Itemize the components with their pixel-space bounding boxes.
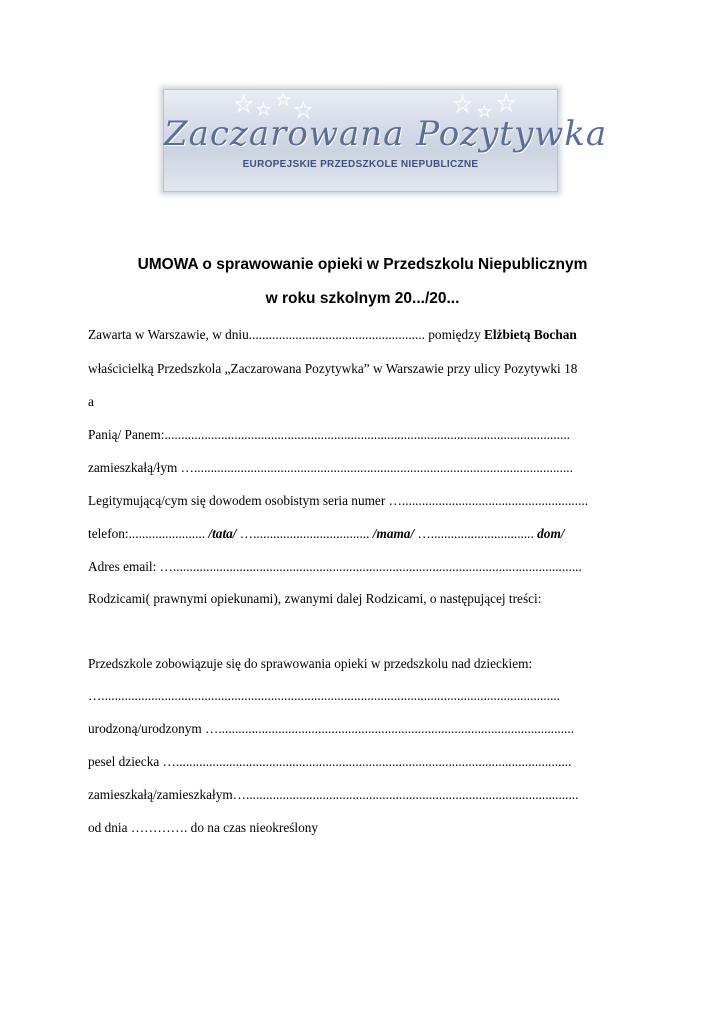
contract-date-text: Zawarta w Warszawie, w dniu..................................................... pomiędzy [88,327,485,342]
owner-name: Elżbietą Bochan [484,327,577,342]
child-address-line: zamieszkałą/zamieszkałym….................................................................................................... [88,787,579,802]
conjunction-line: a [88,394,94,409]
contract-title: UMOWA o sprawowanie opieki w Przedszkolu Niepublicznym [137,256,588,273]
phone-home-label: dom/ [537,526,565,541]
id-document-line: Legitymującą/cym się dowodem osobistym seria numer …........................................................ [88,493,589,508]
phone-mother-label: /mama/ [372,526,415,541]
start-date-line: od dnia …………. do na czas nieokreślony [88,820,319,835]
phone-line [88,526,565,542]
phone-dots-1: …................................... [236,526,373,541]
phone-dots-2: …............................... [414,526,538,541]
school-year-title: w roku szkolnym 20.../20... [265,290,460,307]
phone-father-label: /tata/ [208,526,237,541]
child-name-line: ….......................................................................................................................................... [88,688,561,703]
phone-label: telefon:....................... [88,526,209,541]
logo-script-text: Zaczarowana Pozytywka [164,114,608,154]
parent-address-line: zamieszkałą/łym ….................................................................................................................. [88,460,573,475]
obligation-line: Przedszkole zobowiązuje się do sprawowania opieki w przedszkolu nad dzieckiem: [88,656,533,671]
child-birth-line: urodzoną/urodzonym …........................................................................................................... [88,721,575,736]
owner-description-line: właścicielką Przedszkola „Zaczarowana Pozytywka” w Warszawie przy ulicy Pozytywki 18 [88,361,578,376]
child-pesel-line: pesel dziecka …....................................................................................................................... [88,754,572,769]
preschool-logo [163,89,608,192]
parent-name-line: Panią/ Panem:.......................................................................................................................... [88,427,570,442]
contract-date-line [88,327,577,343]
email-line: Adres email: …........................................................................................................................... [88,559,582,574]
logo-tagline: EUROPEJSKIE PRZEDSZKOLE NIEPUBLICZNE [242,159,479,170]
parents-definition-line: Rodzicami( prawnymi opiekunami), zwanymi dalej Rodzicami, o następującej treści: [88,591,542,606]
